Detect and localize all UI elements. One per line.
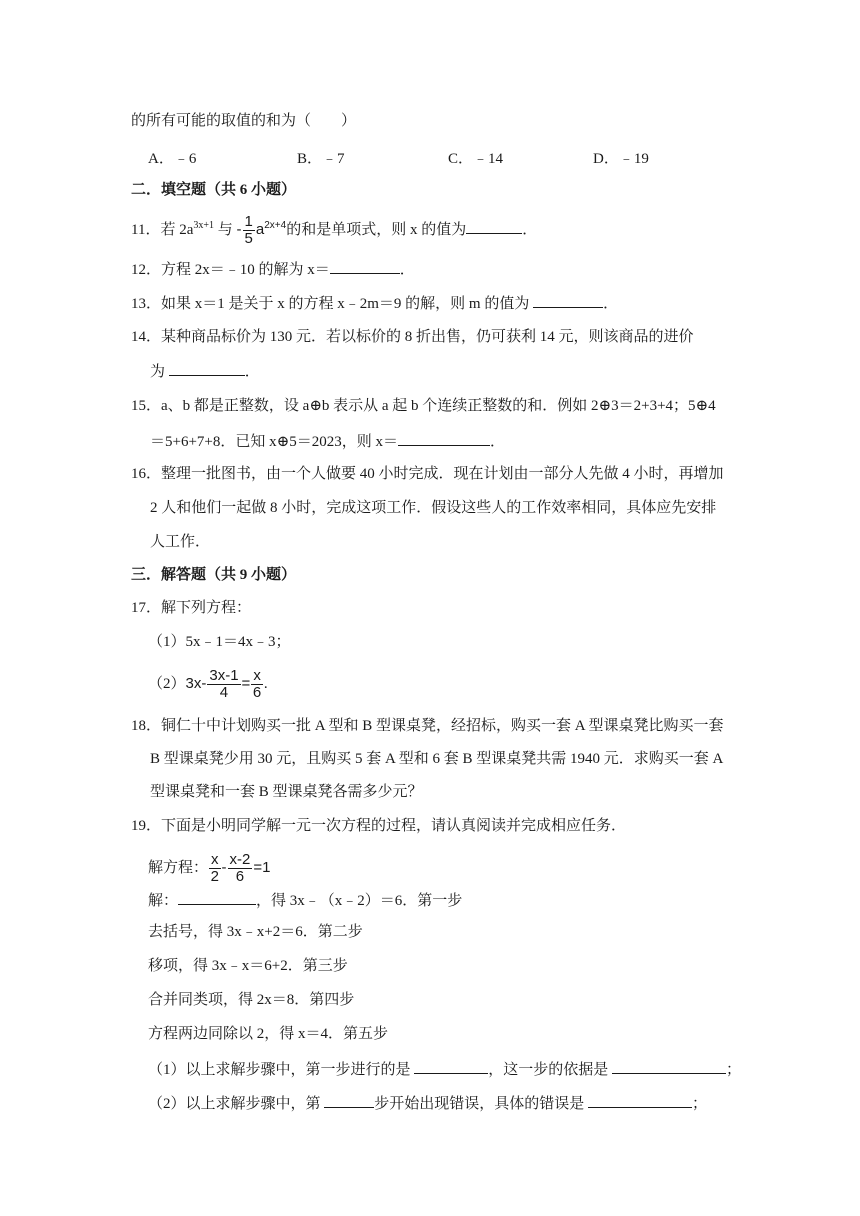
- question-18-line-1: 18．铜仁十中计划购买一批 A 型和 B 型课桌凳，经招标，购买一套 A 型课桌凳比购买一套: [131, 718, 724, 734]
- q19-task2-blank-b[interactable]: [588, 1092, 692, 1108]
- question-17-title: 17．解下列方程：: [131, 600, 252, 616]
- q11-number: 11．: [131, 221, 161, 238]
- q19-step-2: 去括号，得 3x﹣x+2＝6．第二步: [148, 924, 363, 940]
- q11-mid: 与: [214, 221, 237, 238]
- question-18-line-2: B 型课桌凳少用 30 元，且购买 5 套 A 型和 6 套 B 型课桌凳共需 1940 元．求购买一套 A: [150, 751, 724, 767]
- question-16-line-3: 人工作．: [150, 534, 211, 550]
- question-14-line-1: 14．某种商品标价为 130 元．若以标价的 8 折出售，仍可获利 14 元，则该商品的进价: [131, 329, 694, 345]
- q11-text: 的和是单项式，则 x 的值为: [286, 221, 467, 238]
- question-17-part-1: （1）5x﹣1＝4x﹣3；: [148, 634, 291, 650]
- question-18-line-3: 型课桌凳和一套 B 型课桌凳各需多少元？: [150, 784, 423, 800]
- q19-fraction-1: $\frac{x}{2}$: [210, 851, 219, 885]
- q11-answer-blank[interactable]: [466, 218, 522, 234]
- q19-task-1: （1）以上求解步骤中，第一步进行的是 ，这一步的依据是 ；: [148, 1058, 741, 1080]
- q13-answer-blank[interactable]: [533, 292, 603, 308]
- q19-task1-blank-a[interactable]: [414, 1058, 488, 1074]
- q11-exponent-2: 2x+4: [264, 219, 287, 231]
- q12-answer-blank[interactable]: [330, 258, 400, 274]
- q10-stem-tail: 的所有可能的取值的和为（ ）: [131, 113, 357, 129]
- q15-answer-blank[interactable]: [398, 430, 490, 446]
- q10-option-d: D．﹣19: [593, 151, 649, 167]
- q17-fraction-2: $\frac{x}{6}$: [252, 667, 262, 701]
- question-19-equation: 解方程： $\frac{x}{2}$ - $\frac{x-2}{6}$ =1: [148, 851, 271, 885]
- q19-fraction-2: $\frac{x-2}{6}$: [229, 851, 251, 885]
- question-12: 12．方程 2x＝﹣10 的解为 x＝ ．: [131, 258, 415, 280]
- q11-base-2: a: [255, 220, 265, 238]
- q19-step-3: 移项，得 3x﹣x＝6+2．第三步: [148, 958, 348, 974]
- q19-task1-blank-b[interactable]: [612, 1058, 726, 1074]
- q19-step-5: 方程两边同除以 2，得 x＝4．第五步: [148, 1026, 389, 1042]
- q10-option-b: B．﹣7: [297, 151, 345, 167]
- q10-option-a: A．﹣6: [148, 151, 197, 167]
- q12-text: 12．方程 2x＝﹣10 的解为 x＝: [131, 262, 330, 278]
- question-13: 13．如果 x＝1 是关于 x 的方程 x﹣2m＝9 的解，则 m 的值为 ．: [131, 292, 618, 314]
- question-14-line-2: 为 ．: [150, 360, 260, 382]
- q11-exponent-1: 3x+1: [193, 219, 215, 231]
- q14-answer-blank[interactable]: [169, 360, 245, 376]
- question-15-line-1: 15．a、b 都是正整数，设 a⊕b 表示从 a 起 b 个连续正整数的和．例如 2⊕3＝2+3+4；5⊕4: [131, 398, 716, 414]
- question-15-line-2: ＝5+6+7+8．已知 x⊕5＝2023，则 x＝ ．: [150, 430, 505, 452]
- question-11: 11．若 $2a^{3x+1}$ 与 - $\frac{1}{5}$ $a^{2x+4}$的和是单项式，则 x 的值为 ．: [131, 213, 538, 247]
- q17-fraction-1: $\frac{3x-1}{4}$: [209, 667, 239, 701]
- q19-step1-blank[interactable]: [178, 889, 256, 905]
- question-16-line-2: 2 人和他们一起做 8 小时，完成这项工作．假设这些人的工作效率相同，具体应先安排: [150, 500, 717, 516]
- question-19-intro: 19．下面是小明同学解一元一次方程的过程，请认真阅读并完成相应任务．: [131, 818, 627, 834]
- q11-fraction: $\frac{1}{5}$: [244, 213, 253, 247]
- q19-task2-blank-a[interactable]: [324, 1092, 374, 1108]
- question-16-line-1: 16．整理一批图书，由一个人做要 40 小时完成．现在计划由一部分人先做 4 小时，再增加: [131, 466, 724, 482]
- q19-task-2: （2）以上求解步骤中，第 步开始出现错误，具体的错误是 ；: [148, 1092, 707, 1114]
- question-17-part-2: （2）3x- $\frac{3x-1}{4}$ = $\frac{x}{6}$ .: [148, 667, 268, 701]
- q19-step-1: 解： ，得 3x﹣（x﹣2）＝6．第一步: [148, 889, 462, 911]
- q10-option-c: C．﹣14: [448, 151, 504, 167]
- q13-text: 13．如果 x＝1 是关于 x 的方程 x﹣2m＝9 的解，则 m 的值为: [131, 296, 534, 312]
- q19-step-4: 合并同类项，得 2x＝8．第四步: [148, 992, 355, 1008]
- section-3-heading: 三．解答题（共 9 小题）: [131, 567, 297, 583]
- section-2-heading: 二．填空题（共 6 小题）: [131, 182, 297, 198]
- q11-prefix: 若 2a: [160, 221, 194, 238]
